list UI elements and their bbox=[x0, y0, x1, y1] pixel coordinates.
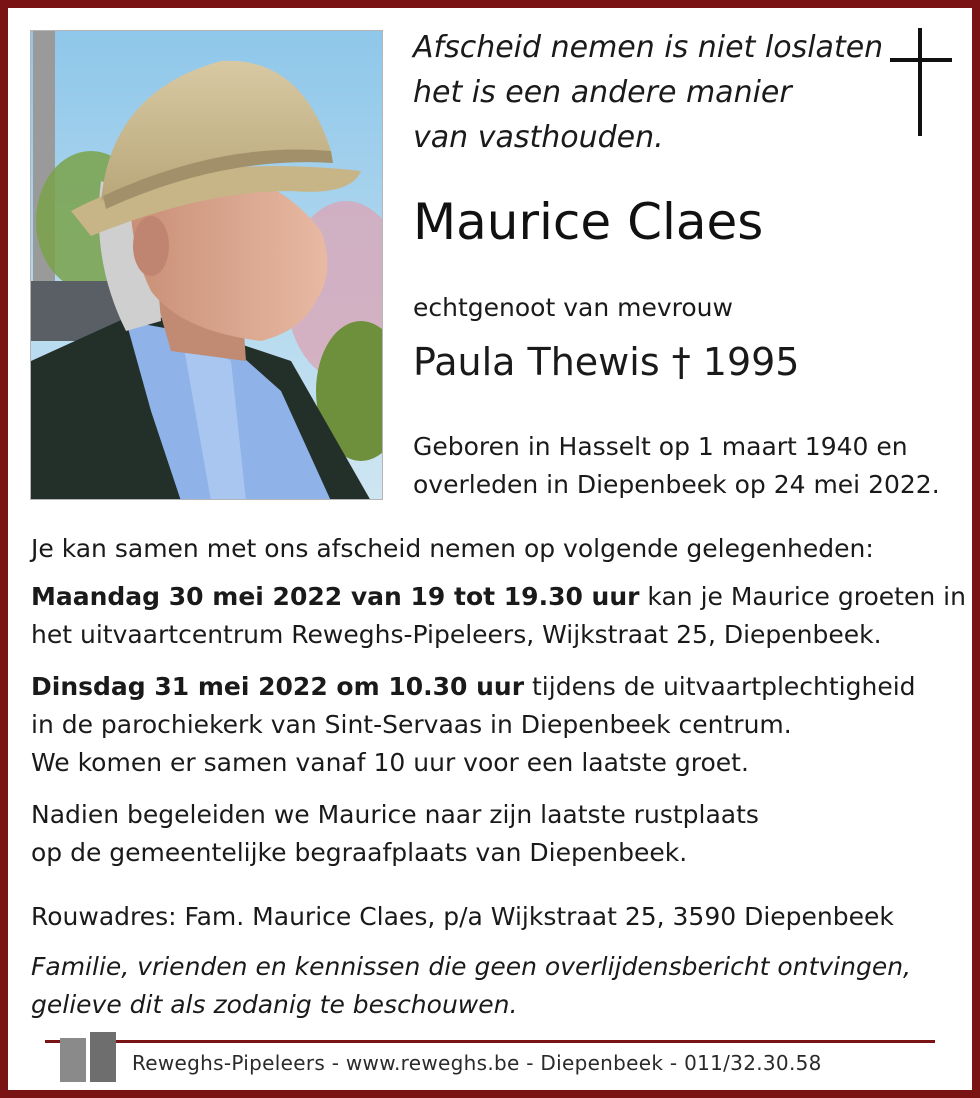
service-date: Dinsdag 31 mei 2022 om 10.30 uur bbox=[31, 672, 525, 701]
spouse-name: Paula Thewis † 1995 bbox=[413, 340, 800, 384]
visitation-date: Maandag 30 mei 2022 van 19 tot 19.30 uur bbox=[31, 582, 640, 611]
visitation-line bbox=[31, 578, 966, 616]
burial-block bbox=[31, 796, 951, 872]
poem-line: van vasthouden. bbox=[413, 120, 664, 155]
service-line bbox=[31, 668, 951, 706]
intro-text bbox=[31, 530, 951, 568]
service-gathering: We komen er samen vanaf 10 uur voor een laatste groet. bbox=[31, 748, 749, 777]
portrait-photo bbox=[30, 30, 383, 500]
service-location: in de parochiekerk van Sint-Servaas in Diepenbeek centrum. bbox=[31, 710, 792, 739]
service-text: tijdens de uitvaartplechtigheid bbox=[524, 672, 916, 701]
notice-line: Familie, vrienden en kennissen die geen overlijdensbericht ontvingen, bbox=[31, 952, 911, 981]
mourning-address: Rouwadres: Fam. Maurice Claes, p/a Wijkstraat 25, 3590 Diepenbeek bbox=[31, 902, 894, 931]
poem-line: het is een andere manier bbox=[413, 75, 792, 110]
visitation-block bbox=[31, 578, 966, 654]
poem bbox=[413, 25, 883, 160]
spouse-label: echtgenoot van mevrouw bbox=[413, 293, 733, 322]
funeral-home-logo-icon bbox=[60, 1032, 116, 1082]
notice-line: gelieve dit als zodanig te beschouwen. bbox=[31, 990, 518, 1019]
death-line: overleden in Diepenbeek op 24 mei 2022. bbox=[413, 470, 940, 499]
poem-line: Afscheid nemen is niet loslaten bbox=[413, 30, 884, 65]
footer-contact: Reweghs-Pipeleers - www.reweghs.be - Diepenbeek - 011/32.30.58 bbox=[132, 1051, 822, 1075]
birth-line: Geboren in Hasselt op 1 maart 1940 en bbox=[413, 432, 908, 461]
notice-block bbox=[31, 948, 951, 1024]
birth-death-info bbox=[413, 428, 940, 504]
burial-line: Nadien begeleiden we Maurice naar zijn laatste rustplaats bbox=[31, 800, 759, 829]
visitation-location: het uitvaartcentrum Reweghs-Pipeleers, Wijkstraat 25, Diepenbeek. bbox=[31, 620, 882, 649]
address-block bbox=[31, 898, 951, 936]
intro-line: Je kan samen met ons afscheid nemen op volgende gelegenheden: bbox=[31, 534, 874, 563]
footer-divider bbox=[45, 1040, 935, 1043]
deceased-name: Maurice Claes bbox=[413, 193, 764, 251]
burial-line: op de gemeentelijke begraafplaats van Diepenbeek. bbox=[31, 838, 688, 867]
service-block bbox=[31, 668, 951, 782]
cross-icon bbox=[890, 28, 952, 136]
visitation-text: kan je Maurice groeten in bbox=[639, 582, 966, 611]
